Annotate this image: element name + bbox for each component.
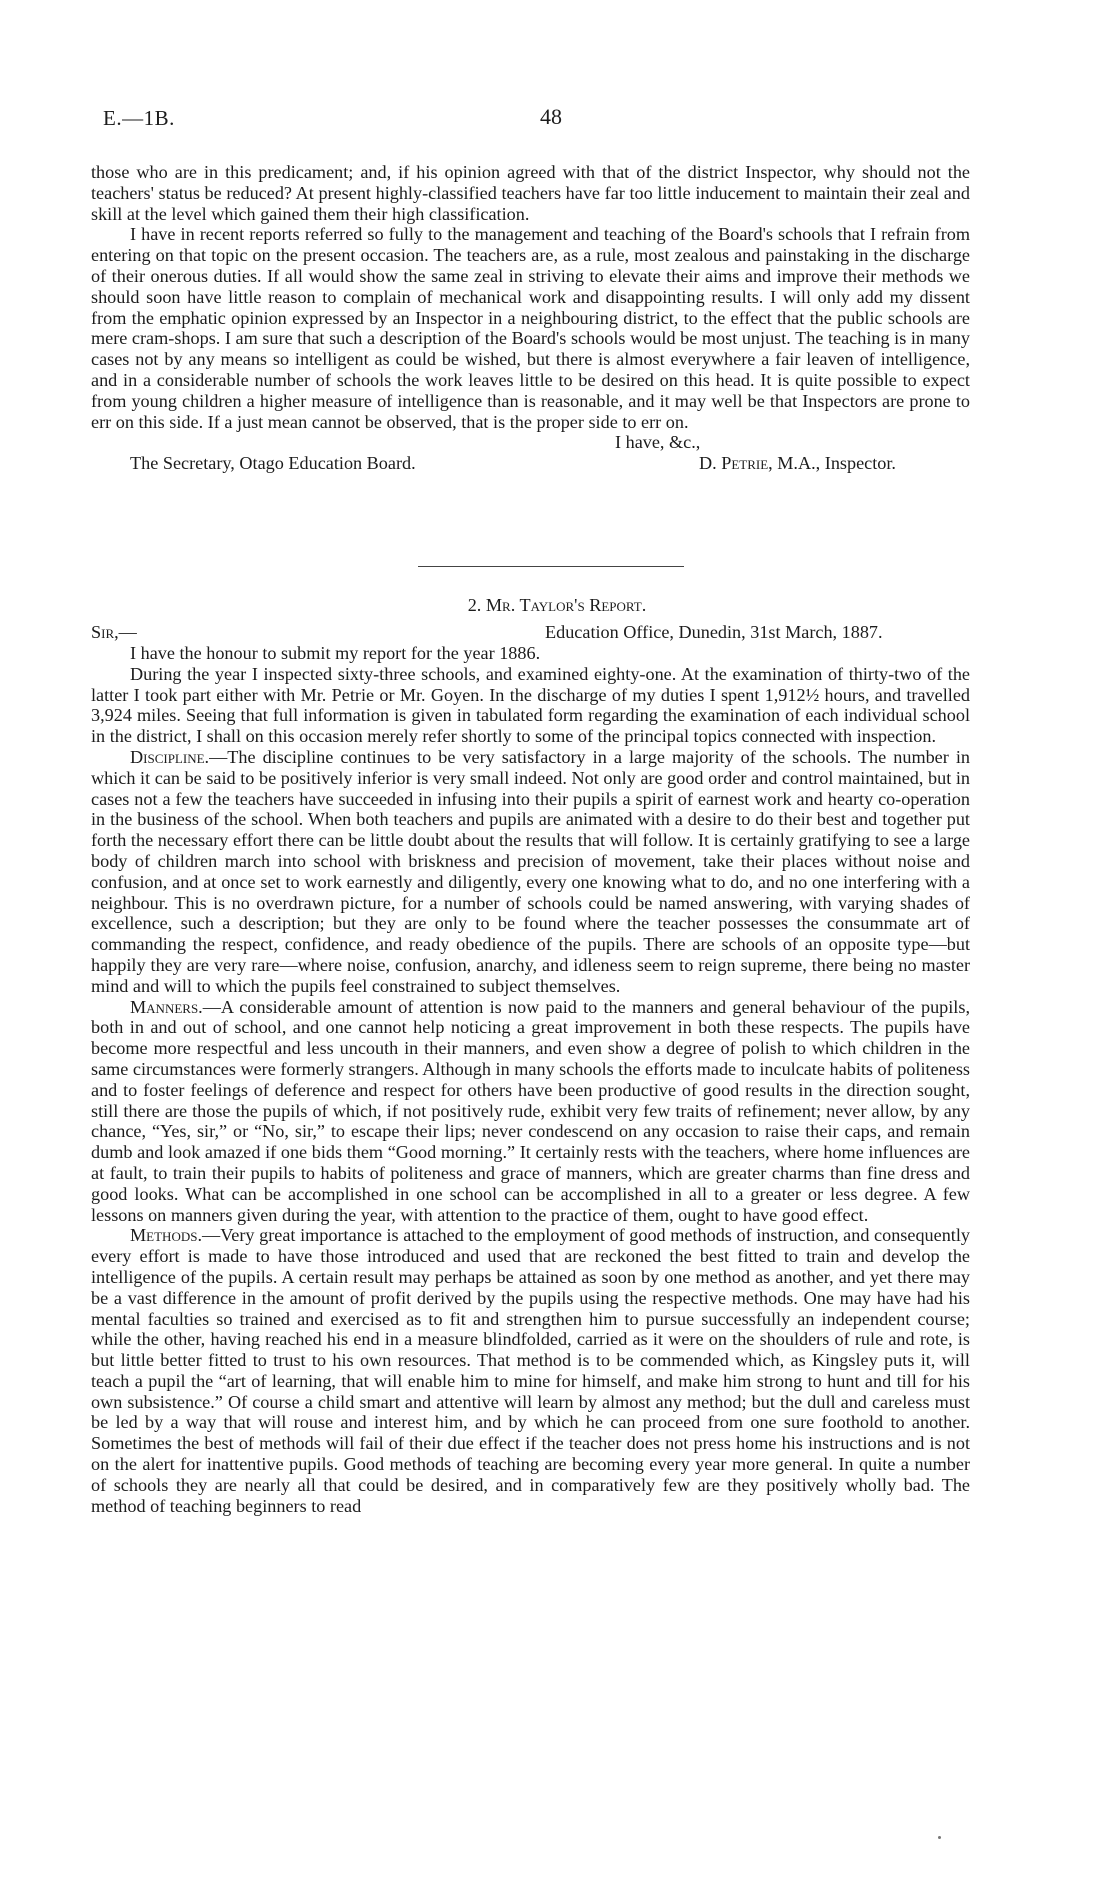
closing-line [91, 432, 970, 453]
salutation: Sir,— [91, 622, 137, 642]
paragraph-methods [91, 1225, 970, 1516]
page-number: 48 [540, 104, 562, 129]
section-divider [418, 566, 684, 567]
paragraph: I have the honour to submit my report for the year 1886. [130, 643, 541, 663]
document-code: E.—1B. [103, 106, 175, 130]
section-text: —A considerable amount of attention is now paid to the manners and general behaviour of the pupils, both in and out of school, and one cannot help noticing a great improvement in both these respects. The pupils have become more respectful and less uncouth in their manners, and even show a degree of polish to which children in the same circumstances were formerly strangers. Although in many schools the efforts made to inculcate habits of politeness and to foster feelings of deference and respect for others have been productive of good results in the direction sought, still there are those the pupils of which, if not positively rude, exhibit very few traits of refinement; never allow, by any chance, “Yes, sir,” or “No, sir,” to escape their lips; never condescend on any occasion to raise their caps, and remain dumb and look amazed if one bids them “Good morning.” It certainly rests with the teachers, where home influences are at fault, to train their pupils to habits of politeness and grace of manners, which are greater charms than fine dress and good looks. What can be accomplished in one school can be accomplished in all to a greater or less degree. A few lessons on manners given during the year, with attention to the practice of them, ought to have good effect. [91, 996, 970, 1225]
paragraph-discipline [91, 747, 970, 997]
signature-name: D. Petrie [699, 453, 769, 474]
salutation-line [91, 622, 970, 643]
paragraph: those who are in this predicament; and, if his opinion agreed with that of the district Inspector, why should not the teachers' status be reduced? At present highly-classified teachers have far too little inducement to maintain their zeal and skill at the level which gained them their high classification. [91, 162, 970, 224]
paragraph: During the year I inspected sixty-three schools, and examined eighty-one. At the examination of thirty-two of the latter I took part either with Mr. Petrie or Mr. Goyen. In the discharge of my duties I spent 1,912½ hours, and travelled 3,924 miles. Seeing that full information is given in tabulated form regarding the examination of each individual school in the district, I shall on this occasion merely refer shortly to some of the principal topics connected with inspection. [91, 663, 970, 747]
signature-title: , M.A., Inspector. [768, 453, 896, 474]
closing: I have, &c., [615, 432, 701, 453]
report-title: 2. Mr. Taylor's Report. [467, 595, 647, 615]
dateline: Education Office, Dunedin, 31st March, 1887. [545, 622, 883, 642]
section-text: —Very great importance is attached to the employment of good methods of instruction, and consequently every effort is made to have those introduced and used that are reckoned the best fitted to train and develop the intelligence of the pupils. A certain result may perhaps be attained as soon by one method as another, and yet there may be a vast difference in the amount of profit derived by the pupils using the respective methods. One may have had his mental faculties so trained and exercised as to fit and strengthen him to pursue successfully an independent course; while the other, having reached his end in a measure blindfolded, carried as it were on the shoulders of rule and rote, is but little better fitted to trust to his own resources. That method is to be commended which, as Kingsley puts it, will teach a pupil the “art of learning, that will enable him to mine for himself, and make him strong to hunt and till for his own subsistence.” Of course a child smart and attentive will learn by almost any method; but the dull and careless must be led by a way that will rouse and interest him, and by which he can proceed from one sure foothold to another. Sometimes the best of methods will fail of their due effect if the teacher does not press home his instructions and is not on the alert for inattentive pupils. Good methods of teaching are becoming every year more general. In quite a number of schools they are nearly all that could be desired, and in comparatively few are they positively wholly bad. The method of teaching beginners to read [91, 1225, 970, 1516]
scan-speck [938, 1836, 941, 1839]
section-heading: Methods. [130, 1225, 202, 1246]
paragraph: I have in recent reports referred so fully to the management and teaching of the Board's schools that I refrain from entering on that topic on the present occasion. The teachers are, as a rule, most zealous and painstaking in the discharge of their onerous duties. If all would show the same zeal in striving to elevate their aims and improve their methods we should soon have little reason to complain of mechanical work and disappointing results. I will only add my dissent from the emphatic opinion expressed by an Inspector in a neighbouring district, to the effect that the public schools are mere cram-shops. I am sure that such a description of the Board's schools would be most unjust. The teaching is in many cases not by any means so intelligent as could be wished, but there is almost everywhere a fair leaven of intelligence, and in a considerable number of schools the work leaves little to be desired on this head. It is quite possible to expect from young children a higher measure of intelligence than is reasonable, and it may well be that Inspectors are prone to err on this side. If a just mean cannot be observed, that is the proper side to err on. [91, 224, 970, 432]
addressee: The Secretary, Otago Education Board. [130, 453, 416, 474]
taylor-report-body [91, 622, 970, 1516]
petrie-report-body [91, 162, 970, 474]
section-heading: Discipline. [130, 746, 210, 767]
paragraph-manners [91, 997, 970, 1226]
section-heading: Manners. [130, 996, 203, 1017]
section-text: —The discipline continues to be very satisfactory in a large majority of the schools. The number in which it can be said to be positively inferior is very small indeed. Not only are good order and control maintained, but in cases not a few the teachers have succeeded in infusing into their pupils a spirit of earnest work and hearty co-operation in the business of the school. When both teachers and pupils are animated with a desire to do their best and together put forth the necessary effort there can be little doubt about the results that will follow. It is certainly gratifying to see a large body of children march into school with briskness and precision of movement, take their places without noise and confusion, and at once set to work earnestly and diligently, every one knowing what to do, and no one interfering with a neighbour. This is no overdrawn picture, for a number of schools could be named answering, with varying shades of excellence, such a description; but they are only to be found where the teacher possesses the consummate art of commanding the respect, confidence, and ready obedience of the pupils. There are schools of an opposite type—but happily they are very rare—where noise, confusion, anarchy, and idleness seem to reign supreme, there being no master mind and will to which the pupils feel constrained to subject themselves. [91, 746, 970, 996]
signature-line [91, 453, 970, 474]
signature [699, 453, 896, 474]
